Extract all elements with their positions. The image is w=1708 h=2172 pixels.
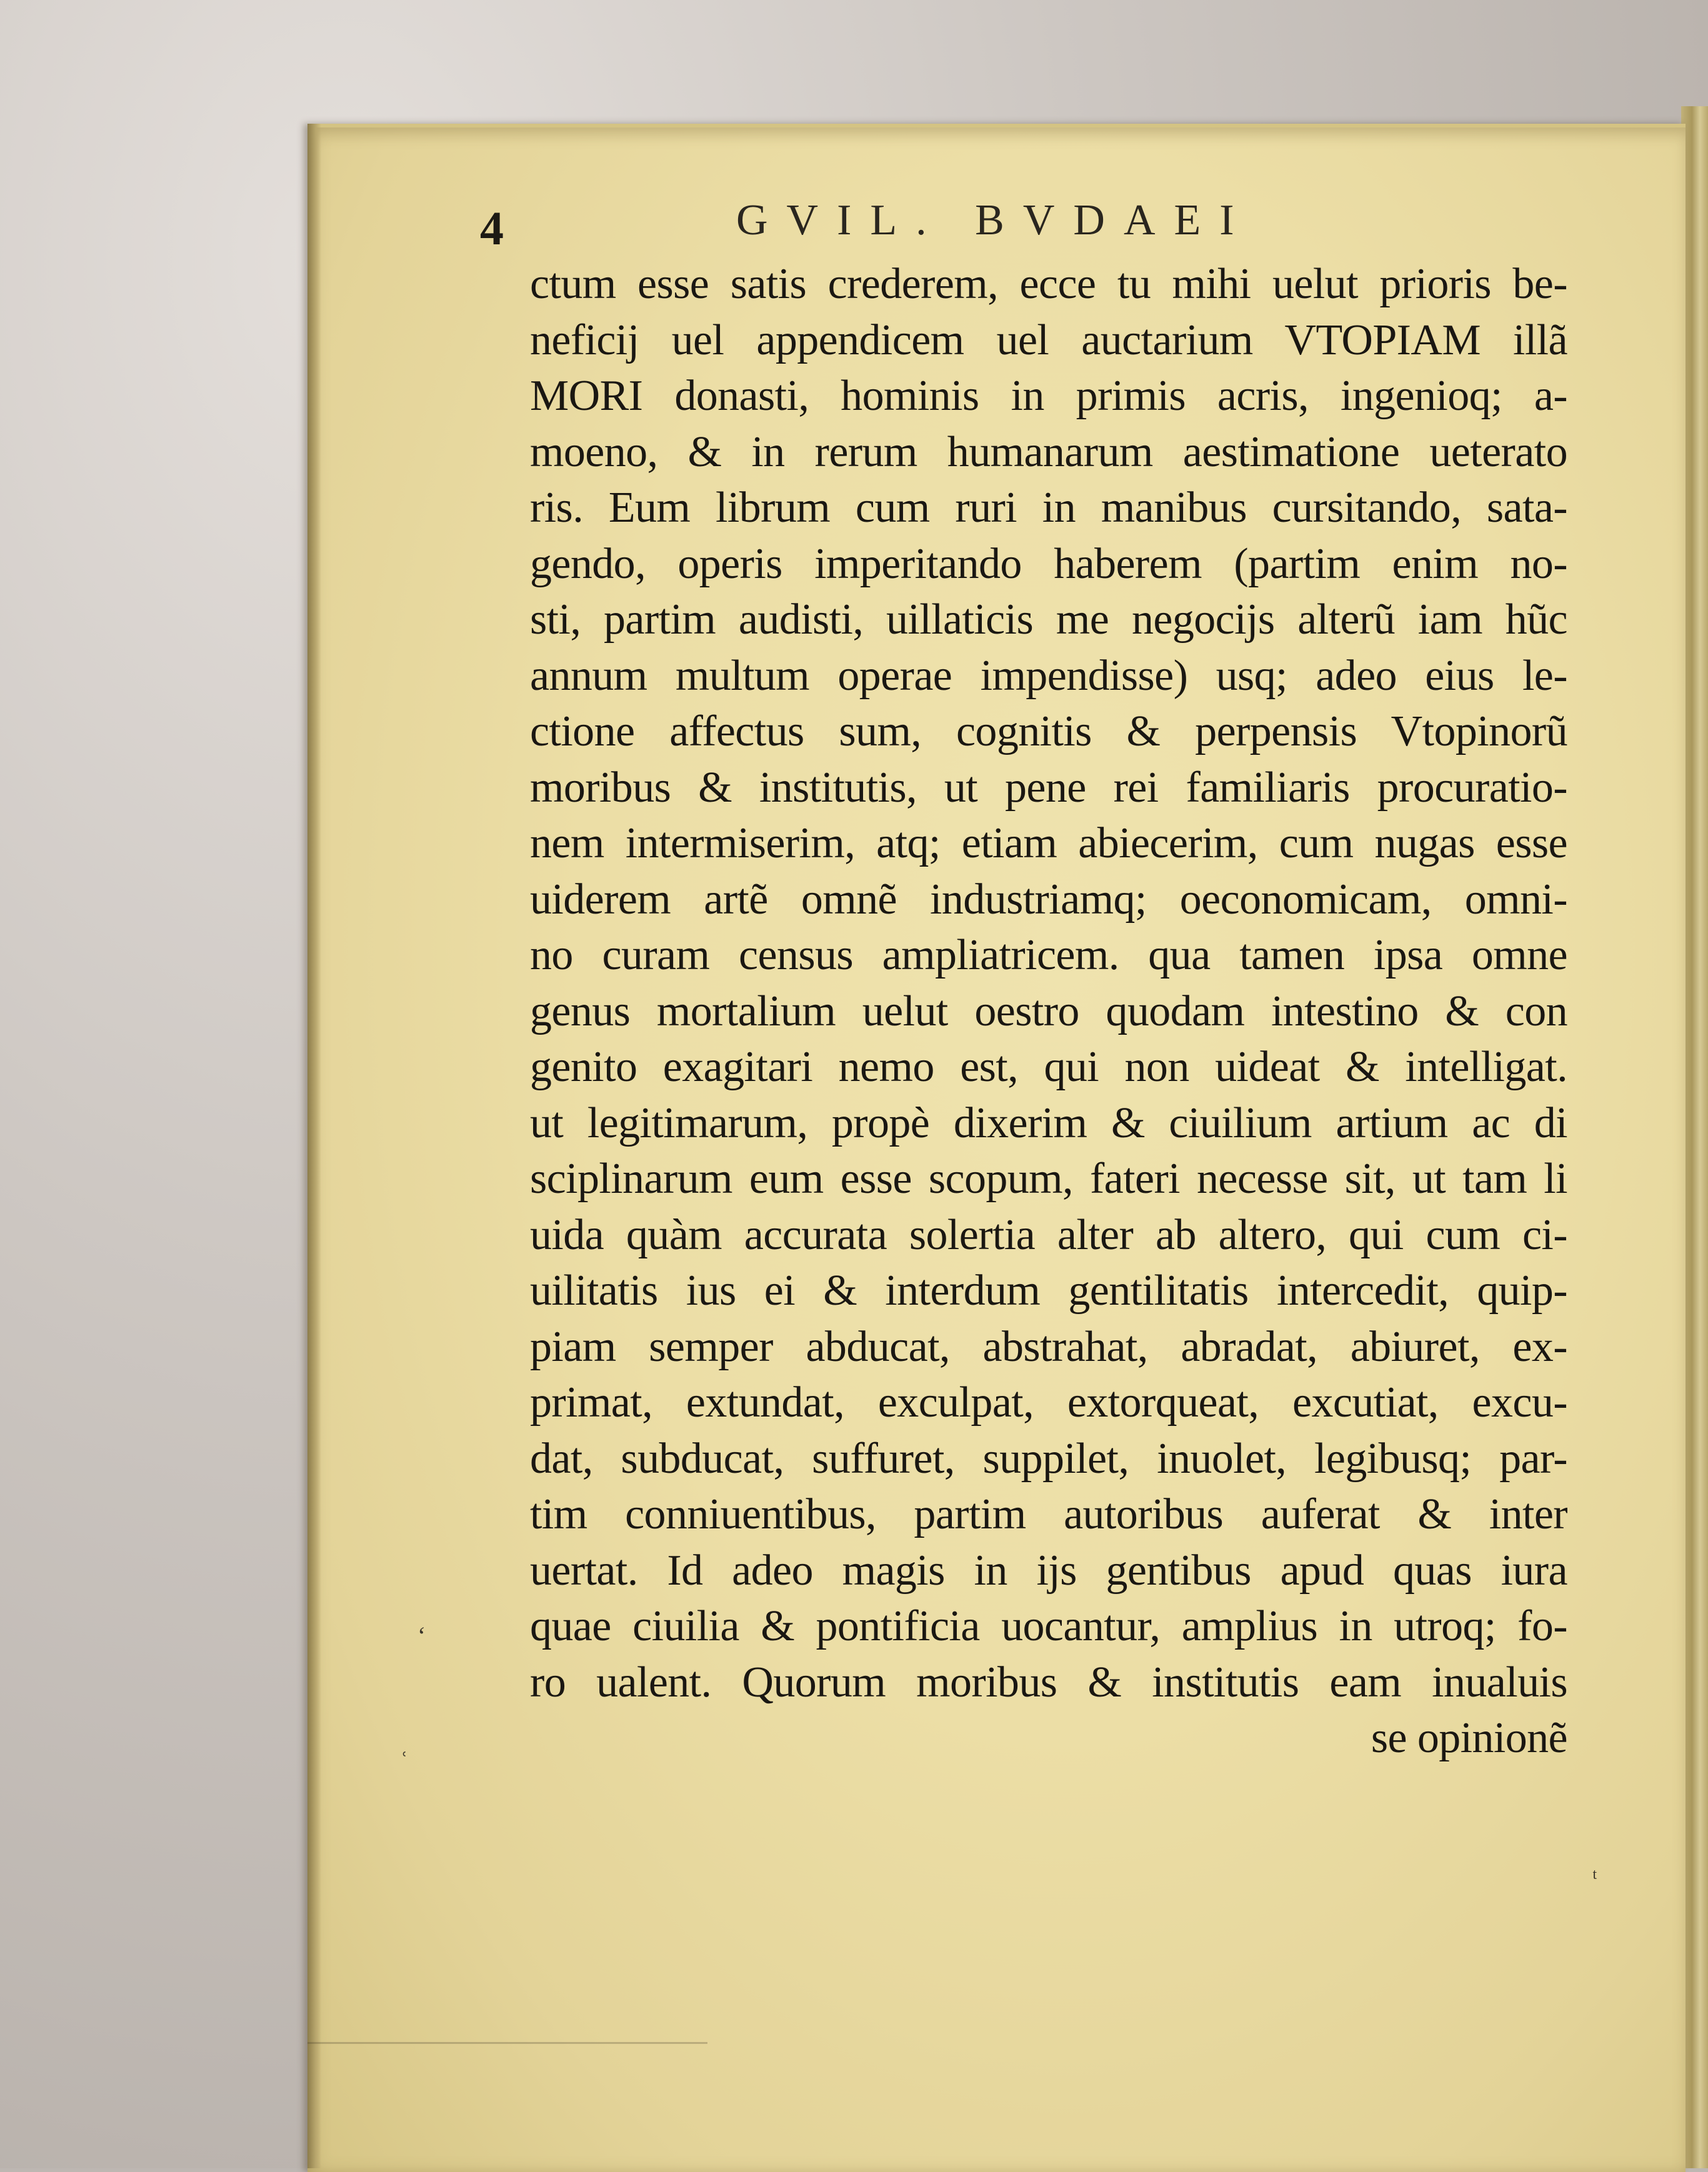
page-gutter-shadow <box>307 124 321 2168</box>
text-line: nem intermiserim, atq; etiam abiecerim, cum nugas esse <box>530 819 1567 867</box>
text-line: genus mortalium uelut oestro quodam intestino & con <box>530 987 1567 1035</box>
ink-speck: ˓ <box>400 1735 409 1763</box>
text-line: sciplinarum eum esse scopum, fateri necesse sit, ut tam li <box>530 1155 1567 1203</box>
text-line: dat, subducat, suffuret, suppilet, inuolet, legibusq; par- <box>530 1434 1567 1483</box>
text-line: genito exagitari nemo est, qui non uideat & intelligat. <box>530 1043 1567 1091</box>
text-line: MORI donasti, hominis in primis acris, ingenioq; a- <box>530 372 1567 420</box>
text-line: moeno, & in rerum humanarum aestimatione ueterato <box>530 427 1567 476</box>
text-line: no curam census ampliatricem. qua tamen ipsa omne <box>530 931 1567 979</box>
text-line: sti, partim audisti, uillaticis me negocijs alterũ iam hũc <box>530 595 1567 644</box>
catchword-line: se opinionẽ <box>1371 1714 1567 1762</box>
bottom-rule <box>307 2042 707 2044</box>
page-number: 4 <box>480 202 504 255</box>
text-line: uilitatis ius ei & interdum gentilitatis intercedit, quip- <box>530 1267 1567 1315</box>
body-text <box>530 256 1567 1766</box>
text-line: ctum esse satis crederem, ecce tu mihi uelut prioris be- <box>530 260 1567 308</box>
text-line: ris. Eum librum cum ruri in manibus cursitando, sata- <box>530 484 1567 532</box>
text-line: ctione affectus sum, cognitis & perpensis Vtopinorũ <box>530 707 1567 755</box>
text-line: tim conniuentibus, partim autoribus auferat & inter <box>530 1490 1567 1538</box>
text-line: gendo, operis imperitando haberem (partim enim no- <box>530 539 1567 588</box>
ink-speck: ʻ <box>417 1622 426 1650</box>
text-line: neficij uel appendicem uel auctarium VTOPIAM illã <box>530 316 1567 364</box>
text-line: ro ualent. Quorum moribus & institutis eam inualuis <box>530 1658 1567 1706</box>
text-line: ut legitimarum, propè dixerim & ciuilium artium ac di <box>530 1098 1567 1147</box>
text-line: uertat. Id adeo magis in ijs gentibus apud quas iura <box>530 1546 1567 1595</box>
ink-speck: ᵗ <box>1592 1863 1597 1891</box>
running-head: GVIL. BVDAEI <box>736 196 1253 244</box>
text-line: primat, extundat, exculpat, extorqueat, excutiat, excu- <box>530 1378 1567 1427</box>
text-line: piam semper abducat, abstrahat, abradat, abiuret, ex- <box>530 1322 1567 1371</box>
text-line: uiderem artẽ omnẽ industriamq; oeconomicam, omni- <box>530 875 1567 924</box>
text-line: uida quàm accurata solertia alter ab altero, qui cum ci- <box>530 1210 1567 1259</box>
text-line: annum multum operae impendisse) usq; adeo eius le- <box>530 651 1567 700</box>
text-line: quae ciuilia & pontificia uocantur, amplius in utroq; fo- <box>530 1602 1567 1650</box>
text-line: moribus & institutis, ut pene rei familiaris procuratio- <box>530 763 1567 812</box>
